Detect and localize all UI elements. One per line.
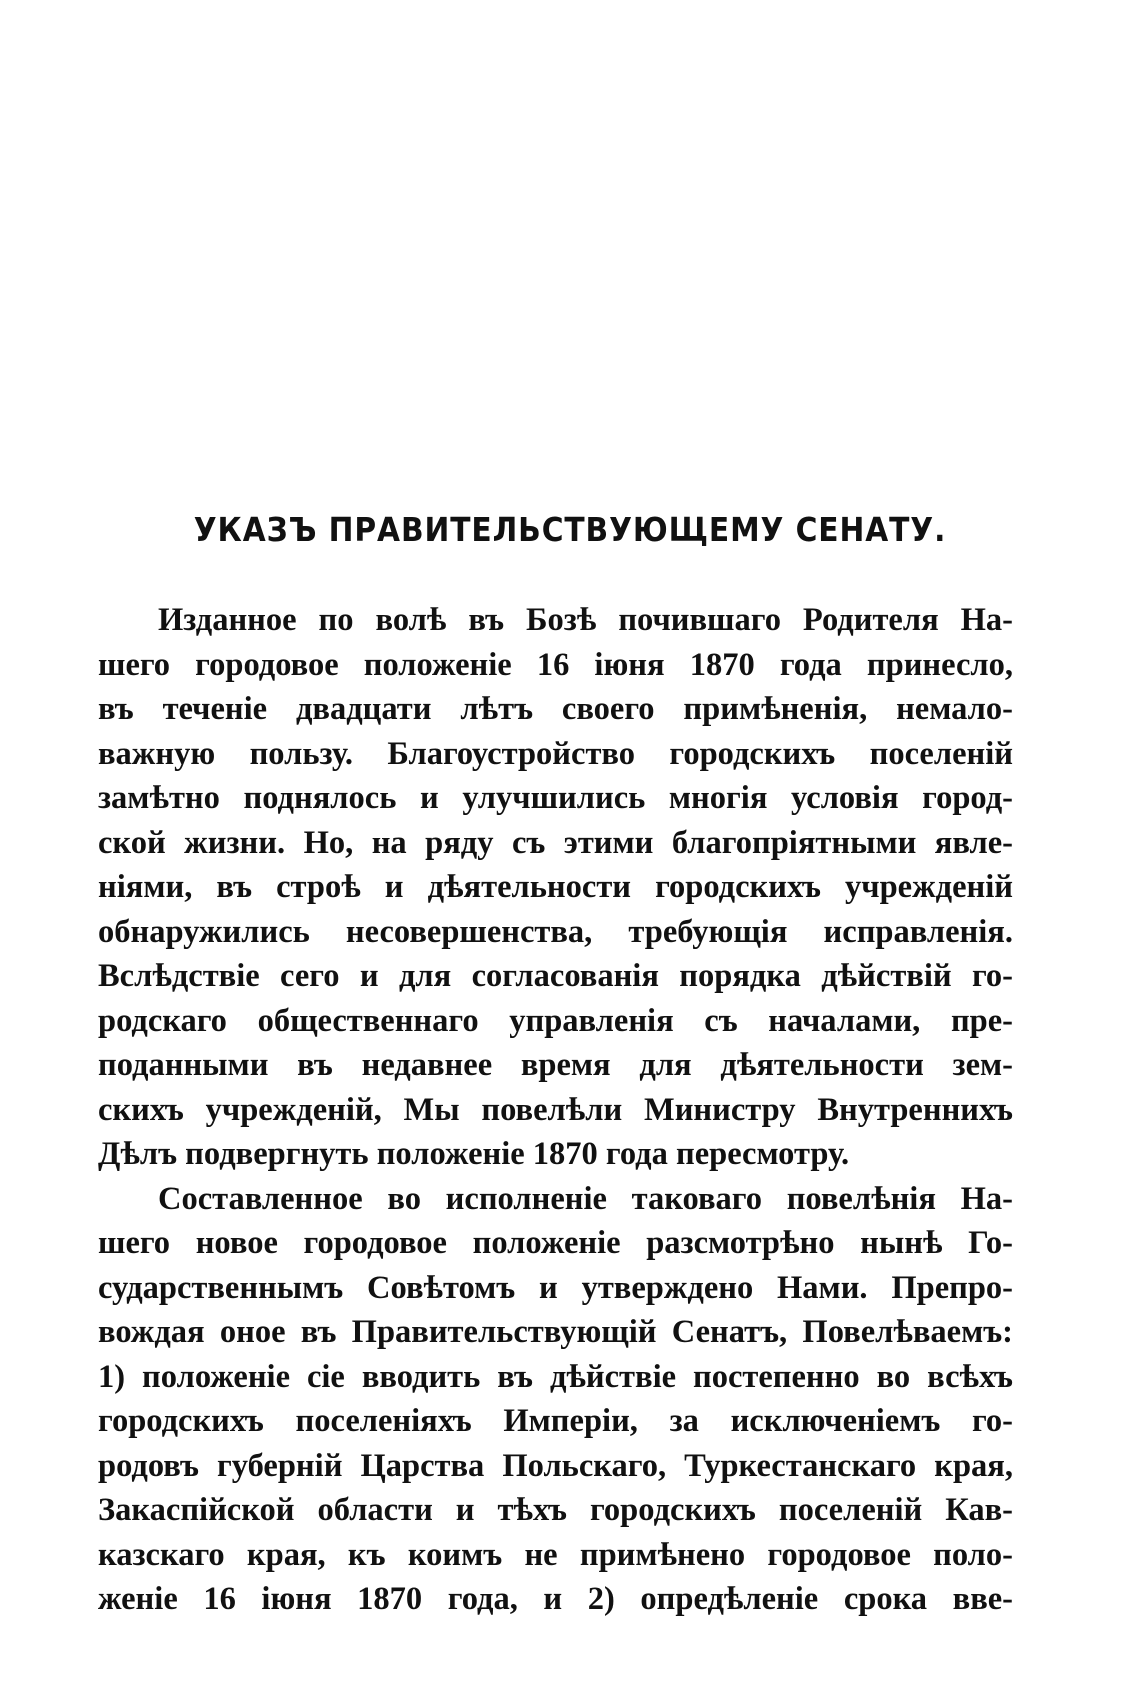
text-line: шего городовое положеніе 16 іюня 1870 года принесло,: [98, 646, 1013, 683]
text-line: сударственнымъ Совѣтомъ и утверждено Нами. Препро-: [98, 1269, 1013, 1306]
text-line: ской жизни. Но, на ряду съ этими благопріятными явле-: [98, 824, 1013, 861]
text-line: поданными въ недавнее время для дѣятельности зем-: [98, 1047, 1013, 1083]
text-line: городскихъ поселеніяхъ Имперіи, за исключеніемъ го-: [98, 1403, 1013, 1439]
text-line: въ теченіе двадцати лѣтъ своего примѣненія, немало-: [98, 691, 1013, 727]
text-line: Дѣлъ подвергнуть положеніе 1870 года пересмотру.: [98, 1136, 850, 1172]
text-line: Составленное во исполненіе таковаго повелѣнія На-: [158, 1180, 1013, 1217]
text-line: ніями, въ строѣ и дѣятельности городскихъ учрежденій: [98, 869, 1013, 905]
text-line: 1) положеніе сіе вводить въ дѣйствіе постепенно во всѣхъ: [98, 1358, 1013, 1395]
text-line: Изданное по волѣ въ Бозѣ почившаго Родителя На-: [158, 602, 1013, 638]
text-line: Вслѣдствіе сего и для согласованія порядка дѣйствій го-: [98, 958, 1013, 994]
text-line: скихъ учрежденій, Мы повелѣли Министру Внутреннихъ: [98, 1091, 1013, 1128]
text-line: родскаго общественнаго управленія съ началами, пре-: [98, 1002, 1013, 1039]
text-line: казскаго края, къ коимъ не примѣнено городовое поло-: [98, 1536, 1013, 1573]
text-line: шего новое городовое положеніе разсмотрѣно нынѣ Го-: [98, 1225, 1013, 1261]
text-line: замѣтно поднялось и улучшились многія условія город-: [98, 780, 1013, 816]
text-line: женіе 16 іюня 1870 года, и 2) опредѣленіе срока вве-: [98, 1581, 1013, 1617]
document-body: [98, 598, 1013, 1622]
text-line: вождая оное въ Правительствующій Сенатъ, Повелѣваемъ:: [98, 1314, 1013, 1350]
text-line: обнаружились несовершенства, требующія исправленія.: [98, 913, 1013, 950]
text-line: Закаспійской области и тѣхъ городскихъ поселеній Кав-: [98, 1492, 1013, 1528]
text-line: важную пользу. Благоустройство городскихъ поселеній: [98, 735, 1013, 772]
document-title: УКАЗЪ ПРАВИТЕЛЬСТВУЮЩЕМУ СЕНАТУ.: [193, 510, 947, 549]
paragraph: [98, 1177, 1013, 1622]
text-line: родовъ губерній Царства Польскаго, Туркестанскаго края,: [98, 1447, 1013, 1484]
paragraph: [98, 598, 1013, 1177]
